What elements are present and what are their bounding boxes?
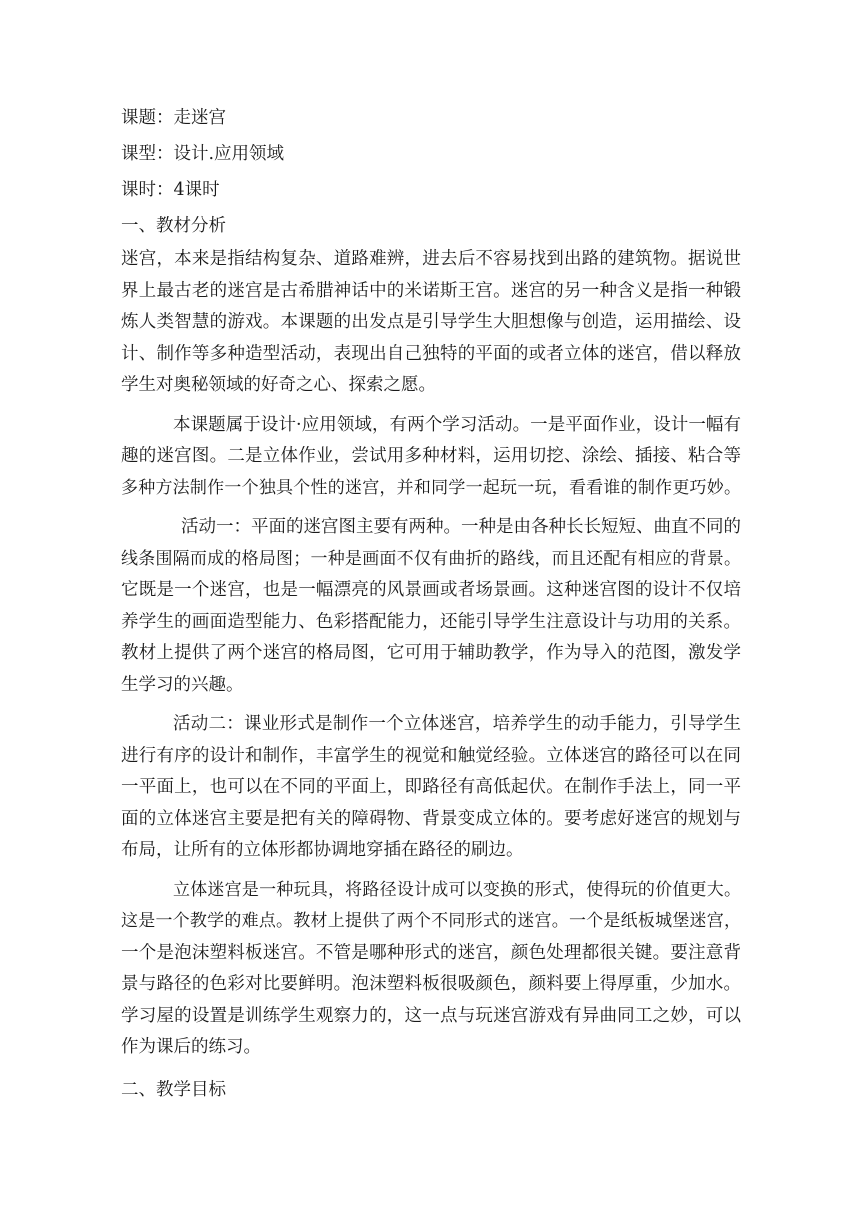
paragraph-intro [121,244,741,402]
paragraph-line: 本课题属于设计·应用领域，有两个学习活动。一是平面作业，设计一幅有 [173,414,741,435]
lesson-hours: 课时：4课时 [121,180,220,200]
paragraph-line: 多种方法制作一个独具个性的迷宫，并和同学一起玩一玩，看看谁的制作更巧妙。 [121,477,741,498]
paragraph-line: 进行有序的设计和制作，丰富学生的视觉和触觉经验。立体迷宫的路径可以在同 [121,745,741,766]
paragraph-line: 趣的迷宫图。二是立体作业，尝试用多种材料，运用切挖、涂绘、插接、粘合等 [121,446,741,466]
lesson-topic: 课题：走迷宫 [121,108,226,128]
paragraph-line: 线条围隔而成的格局图；一种是画面不仅有曲折的路线，而且还配有相应的背景。 [121,548,741,569]
paragraph-line: 它既是一个迷宫，也是一幅漂亮的风景画或者场景画。这种迷宫图的设计不仅培 [121,580,741,600]
paragraph-line: 学生对奥秘领域的好奇之心、探索之愿。 [121,375,436,395]
paragraph-line: 这是一个教学的难点。教材上提供了两个不同形式的迷宫。一个是纸板城堡迷宫， [121,911,741,931]
paragraph-line: 养学生的画面造型能力、色彩搭配能力，还能引导学生注意设计与功用的关系。 [121,611,741,632]
paragraph-line: 面的立体迷宫主要是把有关的障碍物、背景变成立体的。要考虑好迷宫的规划与 [121,808,741,829]
paragraph-line: 一个是泡沫塑料板迷宫。不管是哪种形式的迷宫，颜色处理都很关键。要注意背 [121,942,741,963]
paragraph-line: 界上最古老的迷宫是古希腊神话中的米诺斯王宫。迷宫的另一种含义是指一种锻 [121,280,741,301]
paragraph-line: 一平面上，也可以在不同的平面上，即路径有高低起伏。在制作手法上，同一平 [121,777,741,797]
section-heading-teaching-goals: 二、教学目标 [121,1079,226,1100]
paragraph-line: 教材上提供了两个迷宫的格局图，它可用于辅助教学，作为导入的范图，激发学 [121,643,741,663]
paragraph-line: 立体迷宫是一种玩具，将路径设计成可以变换的形式，使得玩的价值更大。 [173,879,741,900]
section-heading-textbook-analysis: 一、教材分析 [121,216,226,236]
paragraph-line: 生学习的兴趣。 [121,674,244,695]
paragraph-line: 活动一：平面的迷宫图主要有两种。一种是由各种长长短短、曲直不同的 [181,517,741,537]
paragraph-line: 活动二：课业形式是制作一个立体迷宫，培养学生的动手能力，引导学生 [173,714,741,734]
paragraph-line: 景与路径的色彩对比要鲜明。泡沫塑料板很吸颜色，颜料要上得厚重，少加水。 [121,974,741,994]
paragraph-line: 计、制作等多种造型活动，表现出自己独特的平面的或者立体的迷宫，借以释放 [121,343,741,364]
paragraph-line: 作为课后的练习。 [121,1037,261,1057]
paragraph-line: 学习屋的设置是训练学生观察力的，这一点与玩迷宫游戏有异曲同工之妙，可以 [121,1005,741,1026]
lesson-type: 课型：设计.应用领域 [121,144,285,164]
paragraph-line: 布局，让所有的立体形都协调地穿插在路径的刷边。 [121,840,524,860]
paragraph-line: 炼人类智慧的游戏。本课题的出发点是引导学生大胆想像与创造，运用描绘、设 [121,312,741,332]
paragraph-3d-maze [121,875,741,1064]
paragraph-activity-two [121,709,741,867]
lesson-plan-body [121,100,741,1108]
paragraph-activity-one [121,512,741,701]
paragraph-line: 迷宫，本来是指结构复杂、道路难辨，进去后不容易找到出路的建筑物。据说世 [121,249,741,269]
paragraph-activities-overview [121,410,741,505]
